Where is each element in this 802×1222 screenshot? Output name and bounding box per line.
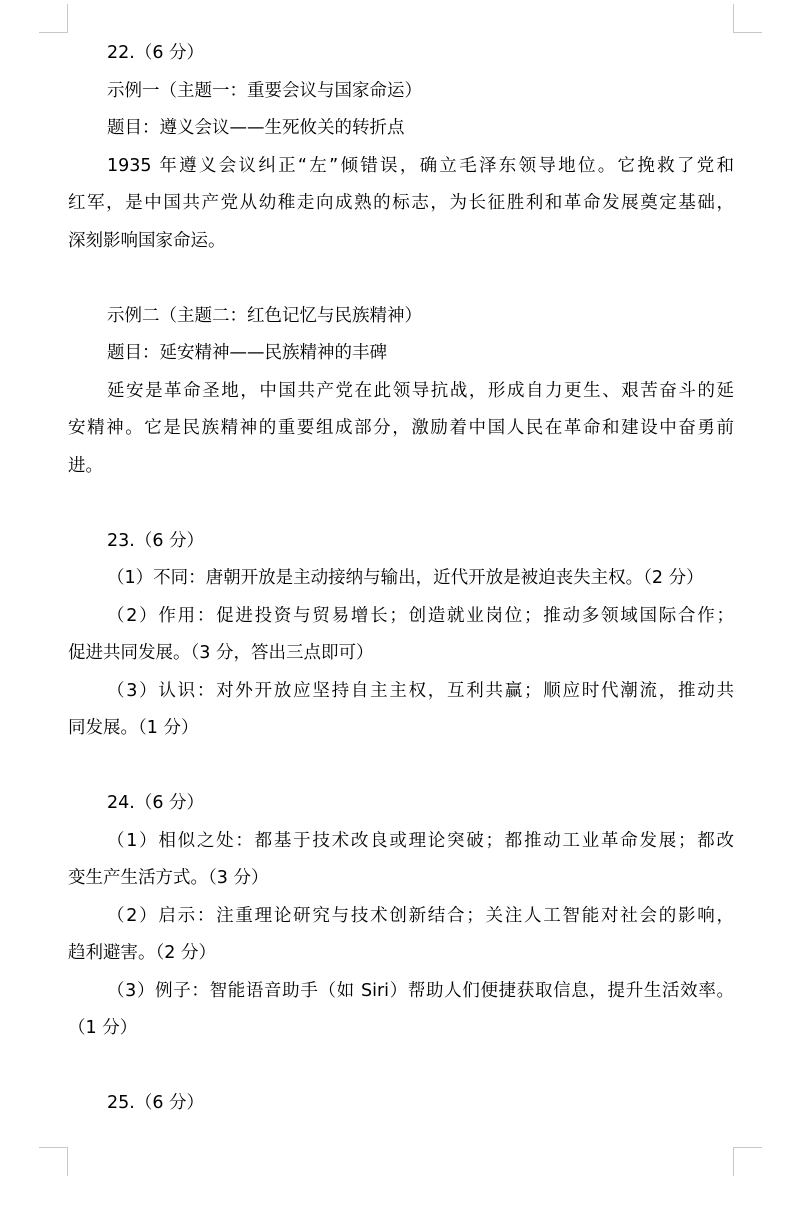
- blank-line: [68, 748, 734, 786]
- page-corner-mark-bottom-left: [39, 1147, 68, 1176]
- q23-header: 23.（6 分）: [107, 530, 205, 551]
- page-corner-mark-top-left: [39, 4, 68, 33]
- q22-example2-body-line: 安精神。它是民族精神的重要组成部分，激励着中国人民在革命和建设中奋勇前: [68, 418, 734, 438]
- q24-part1-line: （1）相似之处：都基于技术改良或理论突破；都推动工业革命发展；都改: [107, 830, 734, 851]
- blank-line: [68, 1048, 734, 1086]
- q22-example2-body-line: 进。: [68, 455, 103, 476]
- page-corner-mark-top-right: [733, 4, 762, 33]
- page-corner-mark-bottom-right: [733, 1147, 762, 1176]
- q25-header: 25.（6 分）: [107, 1093, 205, 1113]
- q23-part3-line: （3）认识：对外开放应坚持自主主权，互利共赢；顺应时代潮流，推动共: [107, 680, 734, 701]
- q24-part3-line: （1 分）: [68, 1018, 138, 1038]
- q22-example2-body-line: 延安是革命圣地，中国共产党在此领导抗战，形成自力更生、艰苦奋斗的延: [107, 380, 734, 401]
- q23-part2-line: 促进共同发展。（3 分，答出三点即可）: [68, 643, 374, 663]
- q24-part2-line: 趋利避害。（2 分）: [68, 943, 216, 963]
- q24-part1-line: 变生产生活方式。（3 分）: [68, 868, 269, 888]
- q22-example1-body-line: 1935 年遵义会议纠正“左”倾错误，确立毛泽东领导地位。它挽救了党和: [107, 155, 734, 176]
- q22-example2-label: 示例二（主题二：红色记忆与民族精神）: [107, 305, 422, 326]
- blank-line: [68, 260, 734, 298]
- q22-example1-title: 题目：遵义会议——生死攸关的转折点: [107, 118, 405, 138]
- q22-header: 22.（6 分）: [107, 43, 205, 63]
- blank-line: [68, 485, 734, 523]
- q24-part2-line: （2）启示：注重理论研究与技术创新结合；关注人工智能对社会的影响，: [107, 905, 734, 926]
- q22-example1-label: 示例一（主题一：重要会议与国家命运）: [107, 80, 422, 101]
- q22-example2-title: 题目：延安精神——民族精神的丰碑: [107, 343, 387, 363]
- q24-part3-line: （3）例子：智能语音助手（如 Siri）帮助人们便捷获取信息，提升生活效率。: [107, 980, 734, 1001]
- q23-part2-line: （2）作用：促进投资与贸易增长；创造就业岗位；推动多领域国际合作；: [107, 605, 734, 626]
- document-body: [68, 35, 734, 1123]
- q23-part1: （1）不同：唐朝开放是主动接纳与输出，近代开放是被迫丧失主权。（2 分）: [107, 568, 704, 588]
- q24-header: 24.（6 分）: [107, 793, 205, 813]
- q23-part3-line: 同发展。（1 分）: [68, 718, 199, 738]
- q22-example1-body-line: 深刻影响国家命运。: [68, 230, 226, 251]
- q22-example1-body-line: 红军，是中国共产党从幼稚走向成熟的标志，为长征胜利和革命发展奠定基础，: [68, 193, 734, 213]
